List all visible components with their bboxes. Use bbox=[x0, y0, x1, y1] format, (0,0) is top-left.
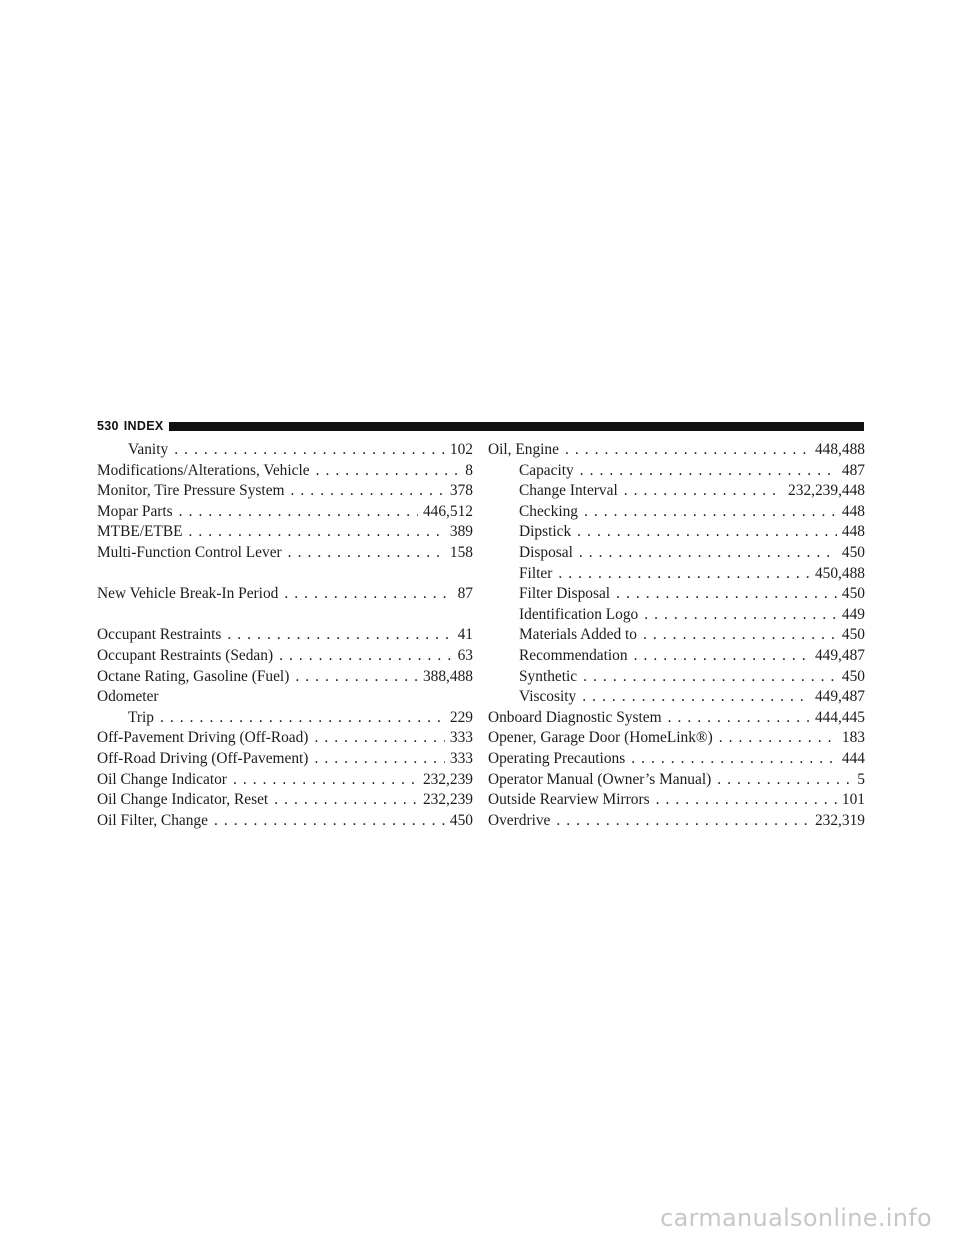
index-term: Vanity bbox=[128, 441, 169, 458]
dot-leader bbox=[577, 522, 837, 543]
watermark-text: carmanualsonline.info bbox=[660, 1204, 932, 1232]
dot-leader bbox=[719, 728, 837, 749]
dot-leader bbox=[179, 502, 418, 523]
page-reference[interactable]: 8 bbox=[465, 461, 473, 479]
dot-leader bbox=[624, 481, 783, 502]
index-entry bbox=[97, 625, 473, 646]
page-reference[interactable]: 450 bbox=[841, 543, 865, 561]
dot-leader bbox=[616, 584, 837, 605]
index-term: Change Interval bbox=[519, 482, 618, 500]
page-reference[interactable]: 450,488 bbox=[814, 564, 865, 582]
index-subentry bbox=[488, 564, 865, 585]
page-reference[interactable]: 333 bbox=[449, 749, 473, 767]
dot-leader bbox=[584, 502, 837, 523]
header-rule bbox=[169, 422, 864, 431]
index-subentry bbox=[488, 502, 865, 523]
index-term: Overdrive bbox=[488, 811, 551, 829]
page-reference[interactable]: 87 bbox=[457, 585, 473, 603]
index-term: Disposal bbox=[519, 543, 573, 561]
index-term: Trip bbox=[128, 708, 154, 726]
dot-leader bbox=[160, 708, 445, 729]
dot-leader bbox=[643, 625, 837, 646]
index-term: MTBE/ETBE bbox=[97, 523, 183, 541]
page-reference[interactable]: 449 bbox=[841, 605, 865, 623]
index-term: Recommendation bbox=[519, 646, 628, 664]
index-subentry bbox=[488, 646, 865, 667]
index-entry bbox=[97, 728, 473, 749]
index-entry bbox=[488, 811, 865, 832]
page-reference[interactable]: 378 bbox=[449, 482, 473, 500]
page-reference[interactable]: 389 bbox=[449, 523, 473, 541]
index-entry bbox=[97, 522, 473, 543]
page-header bbox=[97, 419, 864, 433]
page-reference[interactable]: 450 bbox=[841, 626, 865, 644]
index-term: Octane Rating, Gasoline (Fuel) bbox=[97, 667, 290, 685]
index-term: Identification Logo bbox=[519, 605, 639, 623]
index-term: Viscosity bbox=[519, 688, 577, 706]
dot-leader bbox=[279, 646, 453, 667]
index-entry bbox=[488, 728, 865, 749]
index-entry bbox=[97, 790, 473, 811]
dot-leader bbox=[291, 481, 445, 502]
page-reference[interactable]: 232,239,448 bbox=[788, 482, 865, 500]
index-term: Filter Disposal bbox=[519, 585, 611, 603]
index-term: Materials Added to bbox=[519, 626, 637, 644]
index-term: Off-Road Driving (Off-Pavement) bbox=[97, 749, 309, 767]
dot-leader bbox=[634, 646, 810, 667]
index-entry bbox=[488, 770, 865, 791]
index-entry bbox=[97, 481, 473, 502]
dot-leader bbox=[580, 461, 837, 482]
index-term: Synthetic bbox=[519, 667, 578, 685]
dot-leader bbox=[565, 440, 810, 461]
page-reference[interactable]: 232,239 bbox=[422, 770, 473, 788]
index-subentry bbox=[97, 440, 473, 461]
index-entry bbox=[97, 543, 473, 564]
dot-leader bbox=[288, 543, 445, 564]
page-reference[interactable]: 450 bbox=[449, 811, 473, 829]
page-reference[interactable]: 448 bbox=[841, 523, 865, 541]
index-entry bbox=[488, 790, 865, 811]
page-reference[interactable]: 333 bbox=[449, 729, 473, 747]
page-reference[interactable]: 232,239 bbox=[422, 791, 473, 809]
index-term: Modifications/Alterations, Vehicle bbox=[97, 461, 310, 479]
index-entry bbox=[97, 667, 473, 688]
dot-leader bbox=[556, 811, 810, 832]
dot-leader bbox=[717, 770, 852, 791]
index-entry bbox=[488, 440, 865, 461]
dot-leader bbox=[656, 790, 837, 811]
page-reference[interactable]: 444,445 bbox=[814, 708, 865, 726]
dot-leader bbox=[214, 811, 445, 832]
page-reference[interactable]: 448,488 bbox=[814, 441, 865, 458]
index-entry bbox=[97, 584, 473, 605]
index-term: Odometer bbox=[97, 688, 159, 706]
index-term: Mopar Parts bbox=[97, 502, 173, 520]
dot-leader bbox=[227, 625, 452, 646]
dot-leader bbox=[274, 790, 418, 811]
index-entry bbox=[97, 770, 473, 791]
index-entry bbox=[97, 811, 473, 832]
page-reference[interactable]: 448 bbox=[841, 502, 865, 520]
index-term: Occupant Restraints (Sedan) bbox=[97, 646, 274, 664]
index-subentry bbox=[488, 667, 865, 688]
dot-leader bbox=[631, 749, 837, 770]
dot-leader bbox=[233, 770, 418, 791]
index-term: Oil Change Indicator, Reset bbox=[97, 791, 269, 809]
dot-leader bbox=[314, 728, 444, 749]
index-term: Monitor, Tire Pressure System bbox=[97, 482, 285, 500]
index-subentry bbox=[488, 522, 865, 543]
index-subentry bbox=[488, 687, 865, 708]
dot-leader bbox=[284, 584, 452, 605]
index-entry bbox=[97, 749, 473, 770]
index-term: Oil, Engine bbox=[488, 441, 559, 458]
page-reference[interactable]: 158 bbox=[449, 543, 473, 561]
page-reference[interactable]: 444 bbox=[841, 749, 865, 767]
dot-leader bbox=[582, 687, 810, 708]
page-reference[interactable]: 450 bbox=[841, 667, 865, 685]
index-entry bbox=[97, 502, 473, 523]
index-term: Checking bbox=[519, 502, 578, 520]
index-subentry bbox=[488, 605, 865, 626]
header-label bbox=[97, 419, 163, 433]
index-term: Operator Manual (Owner’s Manual) bbox=[488, 770, 712, 788]
dot-leader bbox=[668, 708, 810, 729]
page-reference[interactable]: 232,319 bbox=[814, 811, 865, 829]
page-reference[interactable]: 102 bbox=[449, 441, 473, 458]
index-subentry bbox=[488, 543, 865, 564]
page-number: 530 bbox=[97, 419, 119, 433]
index-term: Capacity bbox=[519, 461, 574, 479]
index-term: Filter bbox=[519, 564, 553, 582]
page-reference[interactable]: 183 bbox=[841, 729, 865, 747]
index-term: Off-Pavement Driving (Off-Road) bbox=[97, 729, 309, 747]
index-subentry bbox=[488, 481, 865, 502]
index-entry bbox=[488, 708, 865, 729]
index-column-left bbox=[97, 440, 473, 831]
page-reference[interactable]: 229 bbox=[449, 708, 473, 726]
page-reference[interactable]: 487 bbox=[841, 461, 865, 479]
page-reference[interactable]: 446,512 bbox=[422, 502, 473, 520]
index-term: New Vehicle Break-In Period bbox=[97, 585, 279, 603]
index-subentry bbox=[488, 461, 865, 482]
dot-leader bbox=[583, 667, 837, 688]
index-subentry bbox=[488, 584, 865, 605]
dot-leader bbox=[314, 749, 444, 770]
dot-leader bbox=[644, 605, 837, 626]
index-entry bbox=[97, 687, 473, 708]
page-reference[interactable]: 63 bbox=[457, 646, 473, 664]
index-subentry bbox=[97, 708, 473, 729]
index-term: Occupant Restraints bbox=[97, 626, 222, 644]
index-term: Dipstick bbox=[519, 523, 572, 541]
section-title: INDEX bbox=[123, 419, 164, 433]
index-subentry bbox=[488, 625, 865, 646]
page-reference[interactable]: 41 bbox=[457, 626, 473, 644]
index-term: Opener, Garage Door (HomeLink®) bbox=[488, 729, 713, 747]
page-reference[interactable]: 5 bbox=[857, 770, 865, 788]
index-term: Multi-Function Control Lever bbox=[97, 543, 282, 561]
index-term: Oil Change Indicator bbox=[97, 770, 227, 788]
dot-leader bbox=[316, 461, 461, 482]
dot-leader bbox=[174, 440, 445, 461]
page-reference[interactable]: 450 bbox=[841, 585, 865, 603]
index-term: Onboard Diagnostic System bbox=[488, 708, 662, 726]
dot-leader bbox=[295, 667, 418, 688]
dot-leader bbox=[579, 543, 837, 564]
page-reference[interactable]: 101 bbox=[841, 791, 865, 809]
index-column-right bbox=[488, 440, 865, 831]
index-term: Outside Rearview Mirrors bbox=[488, 791, 650, 809]
page-reference[interactable]: 449,487 bbox=[814, 646, 865, 664]
dot-leader bbox=[558, 564, 810, 585]
index-entry bbox=[97, 646, 473, 667]
dot-leader bbox=[189, 522, 445, 543]
index-entry bbox=[488, 749, 865, 770]
page-reference[interactable]: 449,487 bbox=[814, 688, 865, 706]
index-term: Operating Precautions bbox=[488, 749, 626, 767]
index-entry bbox=[97, 461, 473, 482]
index-term: Oil Filter, Change bbox=[97, 811, 208, 829]
page-reference[interactable]: 388,488 bbox=[422, 667, 473, 685]
